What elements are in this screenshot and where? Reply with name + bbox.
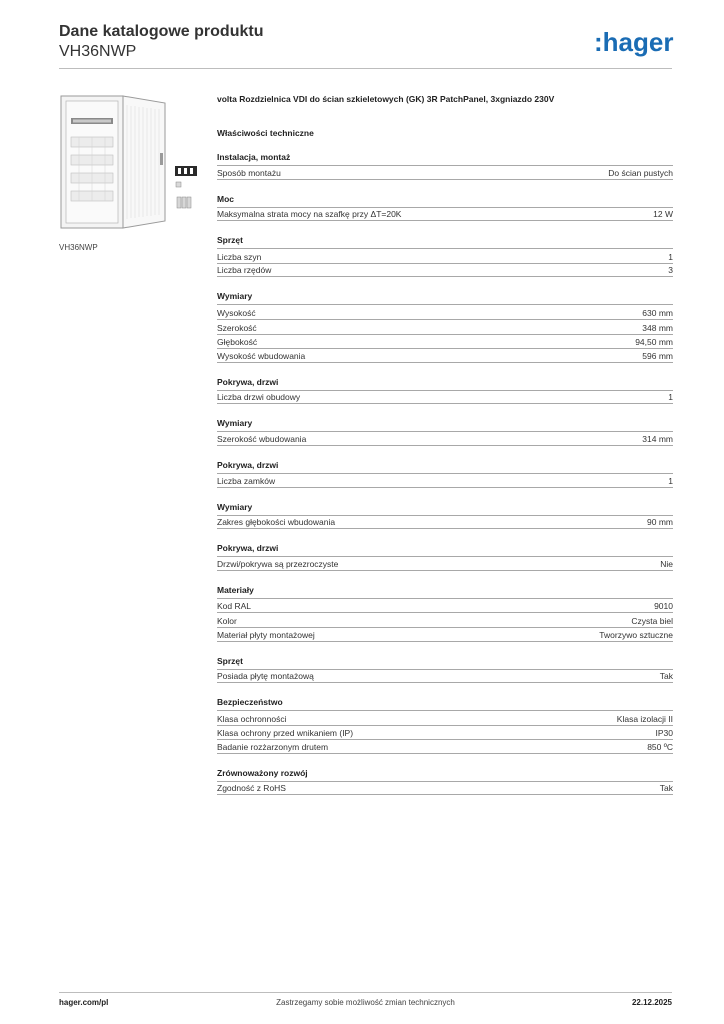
- property-row: [217, 319, 673, 334]
- property-rows: [217, 556, 673, 571]
- property-value: Tworzywo sztuczne: [599, 629, 673, 640]
- property-row: [217, 598, 673, 613]
- property-row: [217, 669, 673, 684]
- property-row: [217, 334, 673, 349]
- group-title: Pokrywa, drzwi: [217, 543, 279, 554]
- property-label: Badanie rozżarzonym drutem: [217, 741, 329, 752]
- footer-website[interactable]: hager.com/pl: [59, 998, 109, 1007]
- property-value: 12 W: [653, 209, 673, 220]
- property-group: [217, 542, 673, 571]
- group-title: Sprzęt: [217, 235, 243, 246]
- property-row: [217, 165, 673, 180]
- logo-text: :hager: [594, 27, 674, 57]
- property-label: Wysokość: [217, 307, 256, 318]
- group-title: Zrównoważony rozwój: [217, 767, 308, 778]
- distribution-board-image: [59, 93, 199, 233]
- property-value: 90 mm: [647, 517, 673, 528]
- group-title: Moc: [217, 193, 234, 204]
- image-caption: VH36NWP: [59, 243, 98, 252]
- property-row: [217, 473, 673, 488]
- property-group: [217, 655, 673, 684]
- technical-properties-heading: Właściwości techniczne: [217, 128, 314, 138]
- property-group: [217, 696, 673, 754]
- property-label: Materiał płyty montażowej: [217, 629, 315, 640]
- property-rows: [217, 515, 673, 530]
- property-value: 630 mm: [642, 307, 673, 318]
- group-title: Pokrywa, drzwi: [217, 459, 279, 470]
- footer-divider: [59, 992, 672, 993]
- property-label: Posiada płytę montażową: [217, 671, 314, 682]
- property-value: 1: [668, 251, 673, 262]
- property-group: [217, 459, 673, 488]
- footer-date: 22.12.2025: [631, 998, 672, 1007]
- property-row: [217, 348, 673, 363]
- property-value: Nie: [660, 558, 673, 569]
- group-title: Wymiary: [217, 501, 253, 512]
- property-rows: [217, 669, 673, 684]
- property-label: Zakres głębokości wbudowania: [217, 517, 336, 528]
- property-value: 596 mm: [642, 350, 673, 361]
- property-label: Szerokość wbudowania: [217, 433, 307, 444]
- property-row: [217, 263, 673, 278]
- property-row: [217, 207, 673, 222]
- property-value: Tak: [659, 783, 673, 794]
- property-value: 9010: [654, 601, 673, 612]
- property-rows: [217, 781, 673, 796]
- property-group: [217, 290, 673, 362]
- property-label: Klasa ochronności: [217, 713, 287, 724]
- property-row: [217, 304, 673, 319]
- property-rows: [217, 431, 673, 446]
- property-rows: [217, 165, 673, 180]
- property-row: [217, 739, 673, 754]
- property-group: [217, 767, 673, 796]
- property-row: [217, 781, 673, 796]
- property-label: Drzwi/pokrywa są przezroczyste: [217, 558, 339, 569]
- property-label: Liczba drzwi obudowy: [217, 392, 301, 403]
- property-group: [217, 193, 673, 222]
- property-rows: [217, 248, 673, 277]
- footer-disclaimer: Zastrzegamy sobie możliwość zmian technicznych: [276, 998, 455, 1007]
- product-details: [217, 93, 673, 795]
- property-value: 314 mm: [642, 433, 673, 444]
- group-title: Bezpieczeństwo: [217, 697, 283, 708]
- property-value: 94,50 mm: [635, 337, 673, 348]
- document-title: Dane katalogowe produktu: [59, 23, 264, 40]
- property-row: [217, 612, 673, 627]
- property-group: [217, 376, 673, 405]
- property-value: IP30: [655, 728, 673, 739]
- property-value: Czysta biel: [631, 615, 673, 626]
- property-label: Sposób montażu: [217, 167, 281, 178]
- property-label: Klasa ochrony przed wnikaniem (IP): [217, 728, 354, 739]
- header-divider: [59, 68, 672, 69]
- product-description: volta Rozdzielnica VDI do ścian szkieletowych (GK) 3R PatchPanel, 3xgniazdo 230V: [217, 94, 555, 104]
- group-title: Instalacja, montaż: [217, 152, 291, 162]
- property-value: 3: [668, 265, 673, 276]
- property-label: Liczba zamków: [217, 475, 276, 486]
- property-row: [217, 248, 673, 263]
- property-value: 348 mm: [642, 322, 673, 333]
- group-title: Pokrywa, drzwi: [217, 376, 279, 387]
- property-groups: [217, 151, 673, 795]
- property-value: 1: [668, 392, 673, 403]
- property-rows: [217, 473, 673, 488]
- property-label: Kod RAL: [217, 601, 252, 612]
- property-label: Głębokość: [217, 337, 258, 348]
- property-value: Klasa izolacji II: [616, 713, 673, 724]
- property-label: Liczba szyn: [217, 251, 262, 262]
- property-row: [217, 390, 673, 405]
- property-row: [217, 725, 673, 740]
- property-value: Tak: [659, 671, 673, 682]
- property-group: [217, 584, 673, 642]
- group-title: Materiały: [217, 584, 254, 595]
- property-row: [217, 627, 673, 642]
- product-code: VH36NWP: [59, 43, 137, 60]
- property-rows: [217, 710, 673, 754]
- page-header: [59, 22, 263, 62]
- property-value: 850 ºC: [647, 741, 673, 752]
- property-label: Szerokość: [217, 322, 257, 333]
- property-rows: [217, 304, 673, 362]
- property-label: Kolor: [217, 615, 237, 626]
- property-rows: [217, 390, 673, 405]
- property-label: Maksymalna strata mocy na szafkę przy ΔT=20K: [217, 209, 402, 220]
- property-group: [217, 417, 673, 446]
- property-row: [217, 556, 673, 571]
- property-group: [217, 501, 673, 530]
- group-title: Sprzęt: [217, 655, 243, 666]
- hager-logo: [594, 27, 674, 57]
- property-label: Wysokość wbudowania: [217, 350, 306, 361]
- property-value: Do ścian pustych: [608, 167, 673, 178]
- property-group: [217, 151, 673, 180]
- group-title: Wymiary: [217, 291, 253, 302]
- property-rows: [217, 207, 673, 222]
- property-group: [217, 234, 673, 277]
- property-label: Liczba rzędów: [217, 265, 272, 276]
- property-value: 1: [668, 475, 673, 486]
- property-row: [217, 515, 673, 530]
- property-label: Zgodność z RoHS: [217, 783, 286, 794]
- property-rows: [217, 598, 673, 642]
- property-row: [217, 710, 673, 725]
- property-row: [217, 431, 673, 446]
- group-title: Wymiary: [217, 418, 253, 429]
